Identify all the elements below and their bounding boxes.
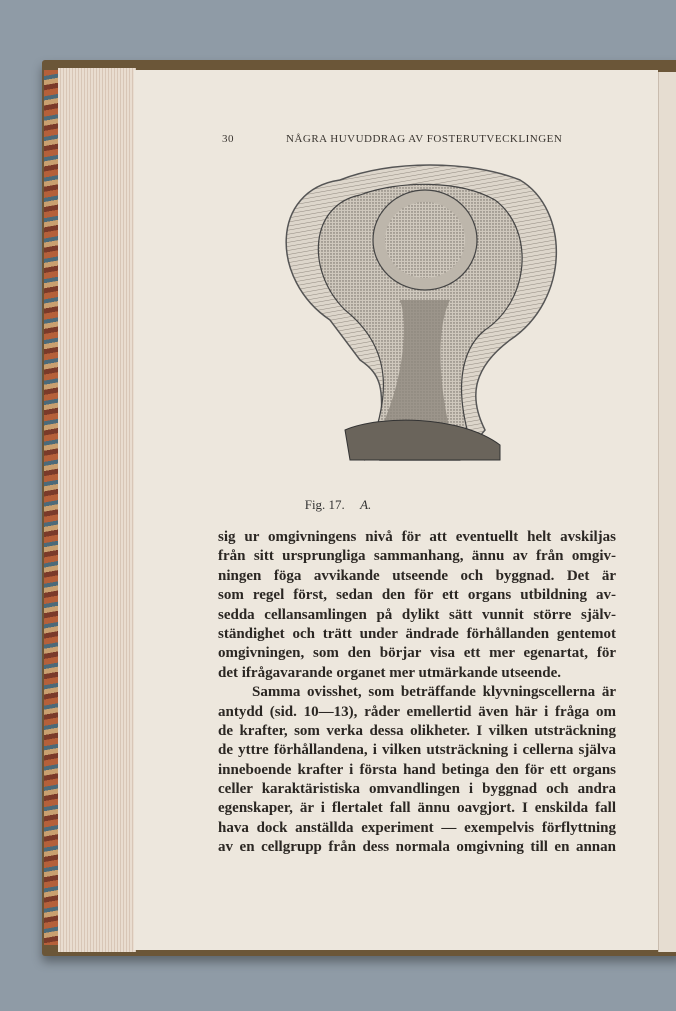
text-line: inneboende krafter i första hand betinga den för ett organs bbox=[218, 761, 616, 778]
text-line: av en cellgrupp från dess normala omgivning till en annan bbox=[218, 839, 616, 856]
figure-caption bbox=[0, 497, 676, 513]
text-line: antydd (sid. 10—13), råder emellertid även här i fråga om bbox=[218, 703, 616, 720]
text-line: hava dock anställda experiment — exempelvis förflyttning bbox=[218, 819, 616, 836]
figure-label: Fig. 17. bbox=[304, 497, 345, 512]
page-number: 30 bbox=[222, 133, 234, 145]
text-line: de yttre förhållandena, i vilken utsträckning i cellerna själva bbox=[218, 742, 616, 759]
text-line: de krafter, som verka dessa olikheter. I vilken utsträckning bbox=[218, 722, 616, 739]
text-line: ningen föga avvikande utseende och byggnad. Det är bbox=[218, 567, 616, 584]
embryo-illustration bbox=[270, 160, 570, 490]
paragraph-1 bbox=[218, 528, 616, 683]
text-line: egenskaper, är i flertalet fall ännu oavgjort. I enskilda fall bbox=[218, 800, 616, 817]
text-line: sig ur omgivningens nivå för att eventuellt helt avskiljas bbox=[218, 529, 616, 545]
text-line: som regel först, sedan den för ett organs utbildning av- bbox=[218, 587, 616, 604]
text-line: omgivningen, som den börjar visa ett mer egenartat, för bbox=[218, 645, 616, 662]
text-line: celler karaktäristiska omvandlingen i byggnad och andra bbox=[218, 781, 616, 798]
paragraph-2 bbox=[218, 683, 616, 858]
body-text bbox=[218, 528, 616, 858]
figure-sublabel: A. bbox=[360, 497, 372, 512]
text-line: Samma ovisshet, som beträffande klyvningscellerna är bbox=[252, 684, 616, 701]
text-line: från sitt ursprungliga sammanhang, ännu av från omgiv- bbox=[218, 548, 616, 565]
running-title: NÅGRA HUVUDDRAG AV FOSTERUTVECKLINGEN bbox=[286, 133, 563, 145]
text-line: sedda cellansamlingen på dylikt sätt vunnit större själv- bbox=[218, 606, 616, 623]
text-line: det ifrågavarande organet mer utmärkande utseende. bbox=[218, 664, 562, 681]
text-line: ständighet och trätt under ändrade förhållanden gentemot bbox=[218, 625, 616, 642]
